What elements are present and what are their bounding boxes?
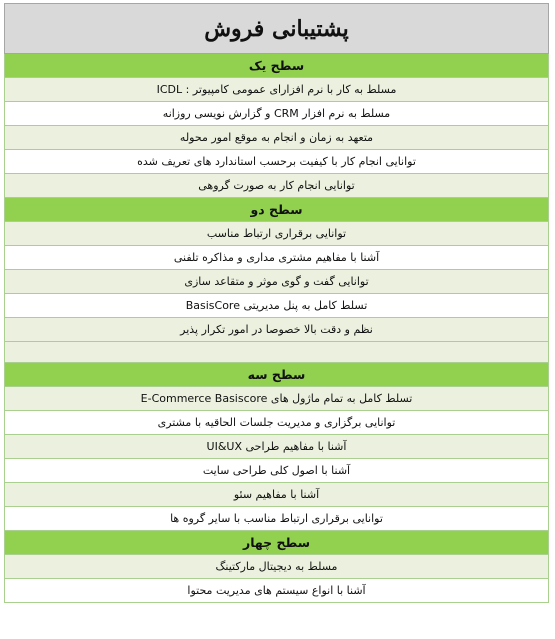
table-row — [5, 411, 549, 435]
level-one-item: مسلط به نرم افزار CRM و گزارش نویسی روزانه — [5, 102, 549, 126]
level-header-row — [5, 363, 549, 387]
table-row — [5, 507, 549, 531]
table-row — [5, 102, 549, 126]
table-row — [5, 459, 549, 483]
level-four-item: آشنا با انواع سیستم های مدیریت محتوا — [5, 579, 549, 603]
level-three-item: آشنا با مفاهیم سئو — [5, 483, 549, 507]
table-row — [5, 78, 549, 102]
table-row — [5, 579, 549, 603]
level-two-heading: سطح دو — [5, 198, 549, 222]
table-row — [5, 318, 549, 342]
level-three-item: توانایی برقراری ارتباط مناسب با سایر گروه ها — [5, 507, 549, 531]
table-row — [5, 150, 549, 174]
level-one-item: مسلط به کار با نرم افزارای عمومی کامپیوتر : ICDL — [5, 78, 549, 102]
table-title: پشتیبانی فروش — [5, 4, 549, 54]
level-two-item: توانایی برقراری ارتباط مناسب — [5, 222, 549, 246]
table-row — [5, 294, 549, 318]
level-one-item: توانایی انجام کار به صورت گروهی — [5, 174, 549, 198]
table-row — [5, 222, 549, 246]
table-row — [5, 435, 549, 459]
table-row — [5, 483, 549, 507]
level-two-item: توانایی گفت و گوی موثر و متقاعد سازی — [5, 270, 549, 294]
level-two-item: آشنا با مفاهیم مشتری مداری و مذاکره تلفنی — [5, 246, 549, 270]
table-row — [5, 126, 549, 150]
level-two-item: نظم و دقت بالا خصوصا در امور تکرار پذیر — [5, 318, 549, 342]
table-row — [5, 387, 549, 411]
level-three-item: آشنا با اصول کلی طراحی سایت — [5, 459, 549, 483]
level-header-row — [5, 54, 549, 78]
level-four-item: مسلط به دیجیتال مارکتینگ — [5, 555, 549, 579]
table-row — [5, 555, 549, 579]
empty-row — [5, 342, 549, 363]
level-header-row — [5, 531, 549, 555]
level-one-heading: سطح یک — [5, 54, 549, 78]
level-four-heading: سطح چهار — [5, 531, 549, 555]
empty-cell — [5, 342, 549, 363]
level-three-item: تسلط کامل به تمام ماژول های E-Commerce Basiscore — [5, 387, 549, 411]
level-three-item: آشنا با مفاهیم طراحی UI&UX — [5, 435, 549, 459]
table-row — [5, 270, 549, 294]
level-header-row — [5, 198, 549, 222]
level-one-item: توانایی انجام کار با کیفیت برحسب استاندارد های تعریف شده — [5, 150, 549, 174]
table-row — [5, 246, 549, 270]
level-two-item: تسلط کامل به پنل مدیریتی BasisCore — [5, 294, 549, 318]
skills-document — [4, 3, 549, 603]
level-three-item: توانایی برگزاری و مدیریت جلسات الحاقیه با مشتری — [5, 411, 549, 435]
table-title-row — [5, 4, 549, 54]
sales-support-skills-table — [4, 3, 549, 603]
level-three-heading: سطح سه — [5, 363, 549, 387]
table-row — [5, 174, 549, 198]
level-one-item: متعهد به زمان و انجام به موقع امور محوله — [5, 126, 549, 150]
